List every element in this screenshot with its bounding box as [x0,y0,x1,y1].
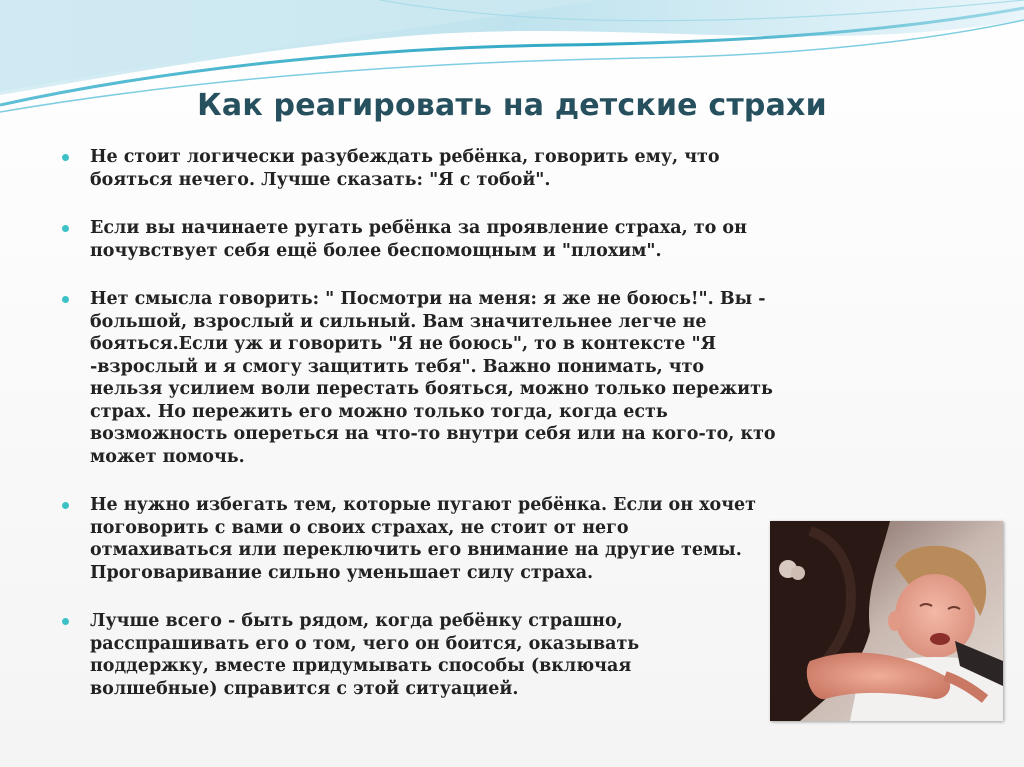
bullet-icon [62,225,69,232]
bullet-icon [62,618,69,625]
bullet-list [62,146,782,726]
bullet-icon [62,502,69,509]
list-item [62,146,782,191]
bullet-icon [62,296,69,303]
list-item [62,494,770,584]
list-item [62,610,730,700]
photo-child-hug [770,521,1003,721]
bullet-text: Нет смысла говорить: " Посмотри на меня: я же не боюсь!". Вы - большой, взрослый и сильный. Вам значительнее легче не бояться.Если уж и говорить "Я не боюсь", то в контексте "Я -взрослый и я смогу защитить тебя". Важно понимать, что нельзя усилием воли перестать бояться, можно только пережить страх. Но пережить его можно только тогда, когда есть возможность опереться на что-то внутри себя или на кого-то, кто может помочь. [90,289,776,467]
bullet-text: Если вы начинаете ругать ребёнка за проявление страха, то он почувствует себя ещё более беспомощным и "плохим". [90,218,747,261]
list-item [62,217,782,262]
bullet-text: Не нужно избегать тем, которые пугают ребёнка. Если он хочет поговорить с вами о своих страхах, не стоит от него отмахиваться или переключить его внимание на другие темы. Проговаривание сильно уменьшает силу страха. [90,495,757,583]
bullet-text: Лучше всего - быть рядом, когда ребёнку страшно, расспрашивать его о том, чего он боится, оказывать поддержку, вместе придумывать способы (включая волшебные) справится с этой ситуацией. [90,611,640,699]
bullet-icon [62,154,69,161]
bullet-text: Не стоит логически разубеждать ребёнка, говорить ему, что бояться нечего. Лучше сказать: "Я с тобой". [90,147,720,190]
list-item [62,288,782,468]
slide-title: Как реагировать на детские страхи [197,88,827,123]
